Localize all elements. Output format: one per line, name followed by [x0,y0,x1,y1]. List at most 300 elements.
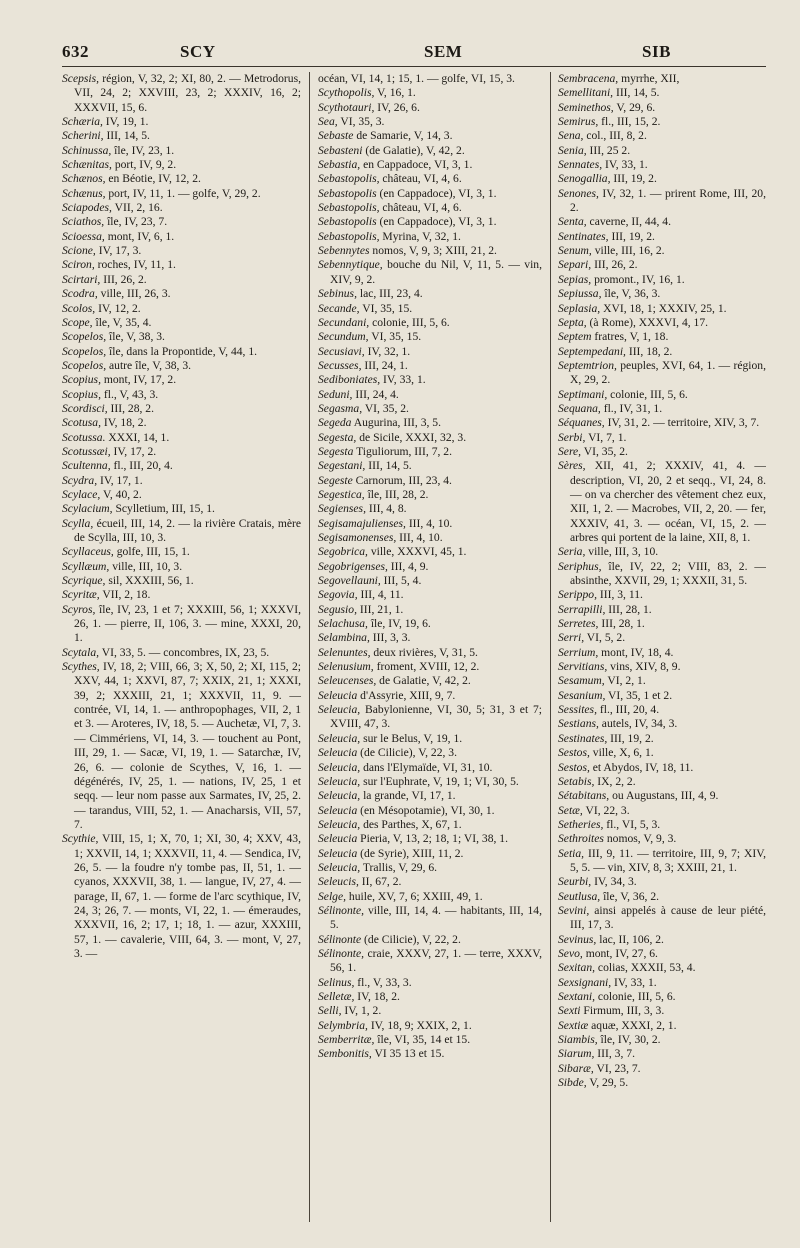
entry-headword: Scopius, [62,387,101,401]
index-entry [318,158,542,172]
entry-references: craie, XXXV, 27, 1. — terre, XXXV, 56, 1. [330,946,542,975]
entry-references: deux rivières, V, 31, 5. [370,645,478,659]
entry-references: mont, IV, 6, 1. [104,229,175,243]
index-entry [558,947,766,961]
index-entry [318,517,542,531]
entry-headword: Segovellauni, [318,574,381,588]
entry-references: V, 29, 6. [613,100,656,114]
index-entry [62,287,301,301]
index-entry [558,689,766,703]
entry-references: port, IV, 11, 1. — golfe, V, 29, 2. [105,186,261,200]
index-entry [558,746,766,760]
entry-headword: Seleucia, [318,703,361,717]
index-entry [318,359,542,373]
entry-references: fl., V, 43, 3. [100,387,159,401]
entry-references: ville, III, 26, 3. [97,287,171,301]
entry-references: VI, 35, 2. [362,401,409,415]
entry-references: IV, 12, 2. [95,301,141,315]
index-entry [318,933,542,947]
entry-headword: Septimani, [558,387,608,401]
index-entry [558,761,766,775]
index-entry [318,244,542,258]
index-entry [318,746,542,760]
entry-references: III, 24, 4. [352,387,399,401]
entry-headword: Segasma, [318,401,363,415]
entry-references: île, V, 35, 4. [92,315,152,329]
entry-references: océan, VI, 14, 1; 15, 1. — golfe, VI, 15, 3. [318,72,515,85]
entry-headword: Sebaste [318,129,354,143]
index-entry [318,488,542,502]
entry-headword: Sciathos, [62,215,105,229]
entry-references: ville, III, 16, 2. [591,244,665,258]
index-entry [558,775,766,789]
entry-references: III, 4, 9. [387,559,429,573]
index-entry [558,129,766,143]
entry-headword: Scultenna, [62,459,111,473]
index-entry [558,416,766,430]
index-entry [558,646,766,660]
index-entry [558,273,766,287]
entry-references: VI, 22, 3. [582,803,630,817]
entry-headword: Sebastopolis [318,215,377,229]
entry-headword: Selenusium, [318,660,374,674]
index-entry [318,115,542,129]
entry-headword: Schænus, [62,186,106,200]
entry-references: ville, X, 6, 1. [589,746,654,760]
entry-references: ville, XXXVI, 45, 1. [367,545,467,559]
index-entry [558,302,766,316]
entry-headword: Seleucis, [318,875,359,889]
index-entry [558,158,766,172]
entry-headword: Sepiussa, [558,287,602,301]
index-entry [62,488,301,502]
index-entry [318,445,542,459]
entry-headword: Segovia, [318,588,358,602]
index-entry [318,1004,542,1018]
index-entry [318,388,542,402]
entry-references: IV, 1, 2. [341,1004,382,1018]
entry-headword: Senones, [558,186,599,200]
right-running-head: SIB [642,42,671,61]
index-entry [318,674,542,688]
entry-headword: Selli, [318,1004,342,1018]
index-entry [558,1076,766,1090]
entry-headword: Sciron, [62,258,95,272]
index-entry [558,847,766,876]
index-entry [62,832,301,961]
entry-references: colonie, III, 5, 6. [595,990,676,1003]
entry-headword: Segienses, [318,502,366,516]
index-entry [558,330,766,344]
entry-headword: Scione, [62,244,96,258]
entry-headword: Septempedani, [558,344,626,358]
entry-references: III, 3, 11. [596,588,643,602]
entry-headword: Scylace, [62,487,101,501]
index-entry [62,646,301,660]
entry-headword: Sestos, [558,746,590,760]
entry-headword: Setheries, [558,817,604,831]
entry-references: fl., VI, 5, 3. [603,817,661,831]
entry-headword: Septa, [558,315,587,329]
entry-headword: Sebinus, [318,287,357,301]
index-entry [318,818,542,832]
index-entry [318,215,542,229]
index-entry [558,230,766,244]
entry-references: VII, 2, 16. [111,201,163,215]
entry-headword: Sélinonte [318,932,362,946]
entry-headword: Segisamajulienses, [318,516,406,530]
entry-headword: Sepias, [558,272,592,286]
entry-references: VII, 2, 18. [99,588,151,602]
index-entry [558,617,766,631]
entry-references: IV, 18, 2. [354,990,400,1003]
index-entry [558,72,766,86]
entry-references: golfe, III, 15, 1. [113,545,190,559]
entry-headword: Seleucia, [318,731,361,745]
entry-references: ville, III, 14, 4. — habitants, III, 14, 5. [330,903,542,932]
index-entry [318,101,542,115]
entry-headword: Scythopolis, [318,86,375,100]
entry-references: III, 4, 10. [405,516,453,530]
index-entry [318,947,542,976]
index-entry [318,574,542,588]
entry-headword: Schænitas, [62,158,112,172]
entry-references: colonie, III, 5, 6. [607,387,688,401]
index-entry [558,144,766,158]
entry-headword: Serrapilli, [558,602,606,616]
entry-headword: Sesanium, [558,688,606,702]
entry-headword: Scylla, [62,516,94,530]
entry-headword: Séquanes, [558,416,605,430]
entry-headword: Selinus, [318,975,355,989]
entry-headword: Scylacium, [62,502,113,516]
index-entry [318,976,542,990]
entry-references: dans l'Elymaïde, VI, 31, 10. [360,760,493,774]
entry-headword: Serrium, [558,645,599,659]
entry-headword: Sères, [558,459,586,473]
entry-headword: Sestians, [558,717,599,731]
entry-headword: Sétabitans, [558,789,610,803]
index-entry [62,560,301,574]
entry-headword: Separi, [558,258,592,272]
index-entry [318,144,542,158]
entry-headword: Sequana, [558,401,601,415]
entry-references: VI, 2, 1. [604,674,646,688]
index-entry [558,244,766,258]
entry-references: fl., III, 20, 4. [596,703,660,717]
index-entry [318,660,542,674]
entry-references: (de Galatie), V, 42, 2. [362,143,465,157]
index-entry [318,588,542,602]
entry-references: ou Augustans, III, 4, 9. [609,789,719,803]
entry-references: III, 4, 11. [357,588,404,602]
index-entry [318,187,542,201]
entry-headword: Secundani, [318,315,370,329]
entry-references: lac, III, 23, 4. [356,287,423,301]
entry-references: sur le Belus, V, 19, 1. [360,731,463,745]
entry-references: île, IV, 19, 6. [367,617,431,631]
entry-headword: Scopelos, [62,330,107,344]
entry-headword: Sembracena, [558,72,619,85]
index-entry [62,302,301,316]
entry-headword: Septemtrion, [558,358,617,372]
entry-references: III, 18, 2. [625,344,673,358]
entry-references: III, 19, 2. [608,229,655,243]
entry-references: III, 14, 5. [365,459,412,473]
index-entry [62,459,301,473]
entry-references: IV, 17, 2. [110,444,157,458]
entry-references: III, 14, 5. [613,86,660,100]
entry-headword: Setia, [558,846,585,860]
entry-headword: Scotusa, [62,416,101,430]
index-entry [62,72,301,115]
entry-references: huile, XV, 7, 6; XXIII, 49, 1. [346,889,483,903]
entry-headword: Sebastopolis [318,186,377,200]
entry-references: de Galatie, V, 42, 2. [376,674,471,688]
entry-references: bouche du Nil, V, 11, 5. — vin, XIV, 9, 2. [330,258,542,286]
entry-references: fratres, V, 1, 18. [591,330,669,344]
entry-headword: Seriphus, [558,559,602,573]
entry-headword: Scythes, [62,660,100,674]
entry-references: lac, II, 106, 2. [596,932,664,946]
entry-headword: Scotussæi, [62,444,111,458]
index-entry [558,890,766,904]
entry-references: V, 16, 1. [374,86,416,100]
entry-references: III, 26, 2. [591,258,638,272]
entry-headword: Scopelos, [62,344,107,358]
entry-headword: Selletæ, [318,990,355,1003]
entry-headword: Secande, [318,301,360,315]
entry-headword: Senta, [558,215,587,229]
entry-references: IV, 17, 3. [95,244,142,258]
entry-references: écueil, III, 14, 2. — la rivière Cratais, mère de Scylla, III, 10, 3. [74,516,301,544]
index-entry [558,172,766,186]
index-entry [558,990,766,1004]
index-entry [318,287,542,301]
index-entry [318,316,542,330]
entry-references: (à Rome), XXXVI, 4, 17. [586,315,709,329]
header-rule [62,66,766,67]
entry-references: Firmum, III, 3, 3. [580,1004,665,1018]
entry-references: (en Mésopotamie), VI, 30, 1. [357,803,495,817]
entry-references: île, IV, 22, 2; VIII, 83, 2. — absinthe, XXVII, 29, 1; XXXII, 31, 5. [570,559,766,588]
entry-references: île, IV, 23, 1. [111,143,175,157]
entry-headword: Sibaræ, [558,1061,594,1075]
entry-references: de Samarie, V, 14, 3. [353,129,453,143]
entry-headword: Scyrique, [62,574,106,588]
index-entry [62,129,301,143]
entry-headword: Semirus, [558,115,599,129]
entry-references: château, VI, 4, 6. [379,201,462,215]
index-entry [318,861,542,875]
entry-headword: Segestica, [318,487,365,501]
index-entry [318,402,542,416]
entry-references: VI, 35, 2. [581,444,628,458]
entry-references: III, 3, 3. [369,631,411,645]
entry-headword: Scytala, [62,645,100,659]
index-entry [558,545,766,559]
entry-headword: Senogallia, [558,172,611,186]
index-entry [558,1033,766,1047]
entry-references: vins, XIV, 8, 9. [607,660,681,674]
entry-references: VI, 7, 1. [585,430,627,444]
index-entry [558,359,766,388]
entry-references: île, V, 36, 2. [600,889,660,903]
index-entry [318,330,542,344]
entry-headword: Setabis, [558,774,595,788]
entry-references: col., III, 8, 2. [583,129,647,143]
entry-headword: Septem [558,330,592,344]
entry-headword: Secundum, [318,330,369,344]
index-entry [62,603,301,646]
index-entry [318,847,542,861]
entry-references: III, 19, 2. [607,731,654,745]
entry-references: III, 28, 1. [598,617,645,631]
entry-references: III, 9, 11. — territoire, III, 9, 7; XIV, 5, 5. — vin, XIV, 8, 3; XXIII, 21, 1. [570,846,766,874]
entry-references: promont., IV, 16, 1. [591,272,685,286]
entry-headword: Sevinus, [558,932,597,946]
index-entry [558,215,766,229]
entry-headword: Sea, [318,115,338,129]
index-entry [318,560,542,574]
entry-references: Babylonienne, VI, 30, 5; 31, 3 et 7; XVIII, 47, 3. [330,703,542,731]
index-entry [62,345,301,359]
entry-headword: Seduni, [318,387,353,401]
entry-references: III, 21, 1. [356,602,404,616]
entry-references: de Sicile, XXXI, 32, 3. [356,430,467,444]
index-entry [318,172,542,186]
entry-headword: Semellitani, [558,86,614,100]
entry-references: III, 26, 2. [100,272,147,286]
entry-headword: Sethroites [558,832,604,846]
entry-headword: Segesta, [318,430,357,444]
entry-headword: Sembonitis, [318,1047,372,1061]
index-entry [318,732,542,746]
index-entry [318,832,542,846]
entry-headword: Sevo, [558,946,583,960]
index-entry [558,674,766,688]
index-entry [558,431,766,445]
index-entry [558,933,766,947]
entry-references: ainsi appelés à cause de leur piété, III, 17, 3. [570,903,766,932]
index-entry [62,431,301,445]
entry-headword: Selambina, [318,631,370,645]
entry-headword: Sextani, [558,990,596,1003]
entry-references: IV, 33, 1. [611,975,657,989]
index-entry [62,388,301,402]
index-entry [62,474,301,488]
index-entry [558,1004,766,1018]
entry-references: froment, XVIII, 12, 2. [373,660,480,674]
entry-references: mont, IV, 17, 2. [100,373,177,387]
entry-references: fl., III, 20, 4. [110,459,173,473]
entry-headword: Segusio, [318,602,357,616]
entry-headword: Scherini, [62,129,104,143]
entry-references: mont, IV, 18, 4. [598,645,674,659]
entry-references: IV, 18, 2. [100,416,147,430]
entry-headword: Sebastopolis, [318,201,380,215]
entry-references: VI, 35, 3. [337,115,385,129]
entry-references: VI, 35, 15. [368,330,422,344]
entry-references: d'Assyrie, XIII, 9, 7. [357,688,456,702]
entry-headword: Sere, [558,444,582,458]
entry-headword: Scythotauri, [318,100,375,114]
entry-headword: Seria, [558,545,586,559]
entry-headword: Sentinates, [558,229,609,243]
entry-references: IV, 17, 1. [97,473,143,487]
entry-headword: Seleucenses, [318,674,377,688]
entry-references: nomos, V, 9, 3; XIII, 21, 2. [369,244,497,258]
entry-headword: Seleucia [318,803,358,817]
index-entry [62,187,301,201]
entry-headword: Scyros, [62,602,96,616]
index-entry [318,990,542,1004]
index-entry [62,502,301,516]
index-entry [62,273,301,287]
entry-references: III, 4, 10. [396,531,443,544]
entry-headword: Sélinonte, [318,903,365,917]
entry-headword: Selenuntes, [318,645,371,659]
index-entry [558,388,766,402]
entry-headword: Seleucia, [318,774,361,788]
index-column-2 [309,72,550,1222]
index-entry [62,402,301,416]
entry-references: île, III, 28, 2. [364,487,429,501]
entry-headword: Sestinates, [558,731,608,745]
index-entry [62,445,301,459]
entry-headword: Scirtari, [62,272,101,286]
entry-references: XXXI, 14, 1. [105,430,170,444]
index-entry [318,761,542,775]
entry-headword: Secusiavi, [318,344,365,358]
index-entry [318,230,542,244]
entry-references: fl., III, 15, 2. [598,115,661,129]
index-entry [558,976,766,990]
entry-references: IV, 31, 2. — territoire, XIV, 3, 7. [604,416,760,430]
entry-references: et Abydos, IV, 18, 11. [589,760,694,774]
entry-references: fl., IV, 31, 1. [600,401,663,415]
entry-headword: Sebennytique, [318,258,383,272]
index-entry [558,560,766,589]
index-entry [62,215,301,229]
entry-references: caverne, II, 44, 4. [586,215,671,229]
entry-references: VI, 33, 5. — concombres, IX, 23, 5. [99,645,270,659]
index-entry [558,832,766,846]
entry-headword: Sexsignani, [558,975,612,989]
index-entry [318,416,542,430]
entry-references: château, VI, 4, 6. [379,172,462,186]
entry-references: île, VI, 35, 14 et 15. [374,1033,471,1047]
entry-references: IV, 33, 1. [380,373,426,387]
index-column-3 [550,72,766,1222]
index-entry [318,373,542,387]
index-entry [558,732,766,746]
index-entry [318,474,542,488]
entry-headword: Seleucia [318,832,358,846]
entry-references: III, 19, 2. [610,172,657,186]
entry-headword: Scotussa. [62,430,106,444]
entry-references: XVI, 18, 1; XXXIV, 25, 1. [600,301,727,315]
index-entry [558,287,766,301]
entry-headword: Sesamum, [558,674,605,688]
entry-references: (en Cappadoce), VI, 3, 1. [376,215,497,229]
index-entry [558,588,766,602]
index-entry [558,316,766,330]
entry-headword: Scordisci, [62,401,108,415]
index-column-1 [62,72,309,1222]
entry-headword: Scyllæum, [62,559,110,573]
entry-headword: Segobrica, [318,545,368,559]
